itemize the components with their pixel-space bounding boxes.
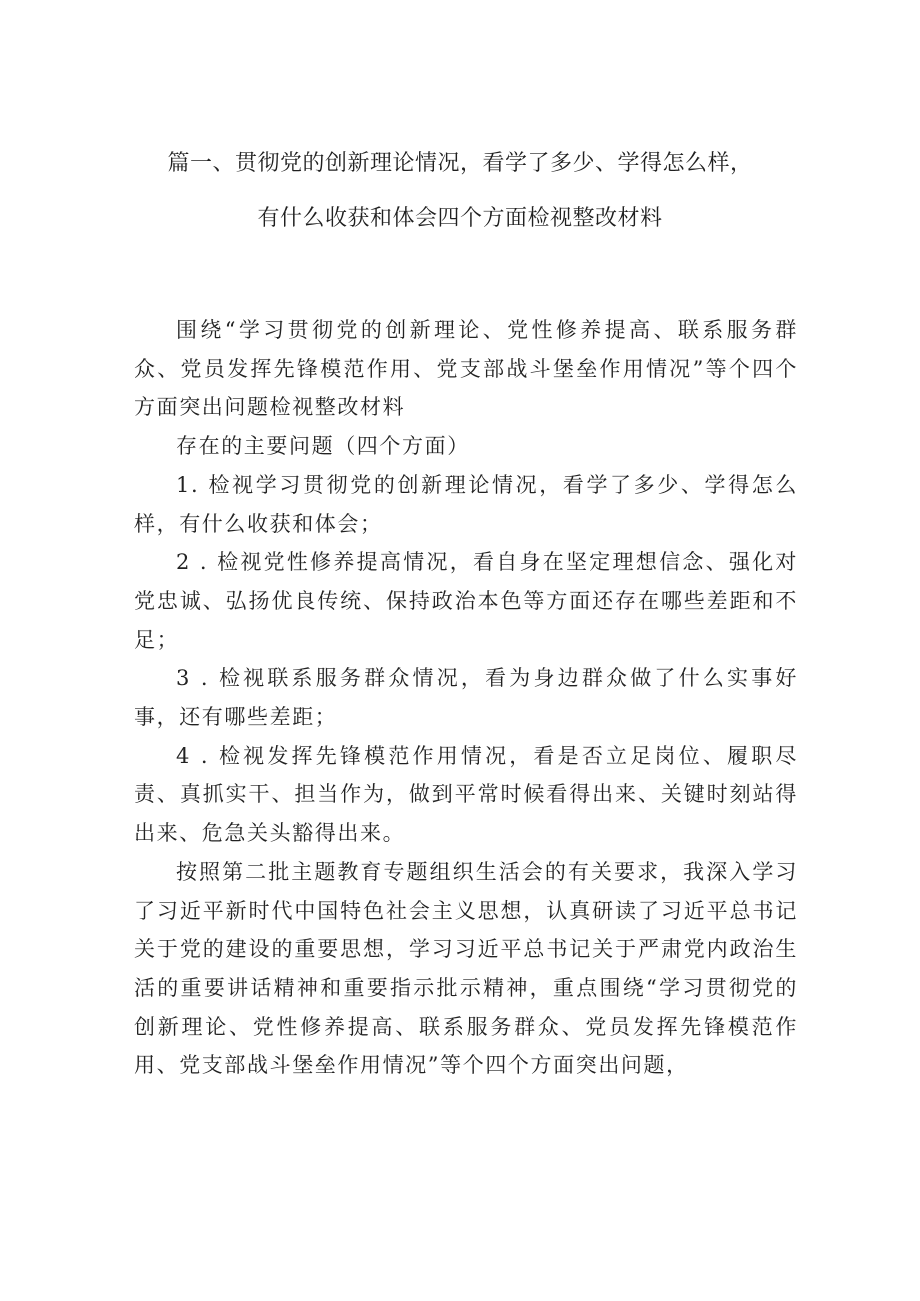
list-item-2: 2 . 检视党性修养提高情况，看自身在坚定理想信念、强化对党忠诚、弘扬优良传统、保持政治本色等方面还存在哪些差距和不足；	[134, 550, 798, 652]
title-line-1: 篇一、贯彻党的创新理论情况，看学了多少、学得怎么样，	[167, 151, 753, 176]
document-title	[0, 150, 920, 233]
list-item-4: 4 . 检视发挥先锋模范作用情况，看是否立足岗位、履职尽责、真抓实干、担当作为，做到平常时候看得出来、关键时刻站得出来、危急关头豁得出来。	[134, 743, 798, 846]
section-heading-main-problems: 存在的主要问题（四个方面）	[176, 434, 470, 459]
intro-paragraph: 围绕“学习贯彻党的创新理论、党性修养提高、联系服务群众、党员发挥先锋模范作用、党支部战斗堡垒作用情况”等个四个方面突出问题检视整改材料	[134, 318, 798, 420]
body-paragraph: 按照第二批主题教育专题组织生活会的有关要求，我深入学习了习近平新时代中国特色社会主义思想，认真研读了习近平总书记关于党的建设的重要思想，学习习近平总书记关于严肃党内政治生活的重要讲话精神和重要指示批示精神，重点围绕“学习贯彻党的创新理论、党性修养提高、联系服务群众、党员发挥先锋模范作用、党支部战斗堡垒作用情况”等个四个方面突出问题，	[134, 859, 798, 1078]
list-item-1: 1. 检视学习贯彻党的创新理论情况，看学了多少、学得怎么样，有什么收获和体会；	[134, 472, 798, 536]
list-item-3: 3 . 检视联系服务群众情况，看为身边群众做了什么实事好事，还有哪些差距；	[134, 666, 798, 730]
title-line-2: 有什么收获和体会四个方面检视整改材料	[257, 206, 663, 231]
document-body	[134, 311, 798, 1085]
